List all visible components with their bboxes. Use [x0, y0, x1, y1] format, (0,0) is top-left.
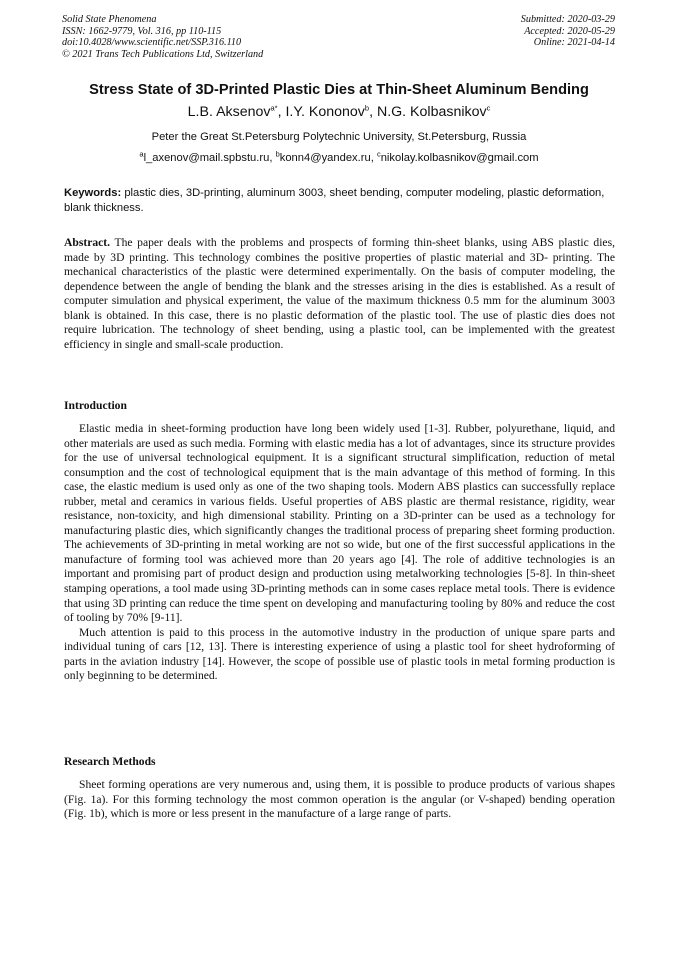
keywords-text: plastic dies, 3D-printing, aluminum 3003, sheet bending, computer modeling, plastic deformation, blank thickness.: [64, 187, 605, 214]
email-sup: b: [275, 149, 280, 159]
author-sup: c: [486, 103, 491, 113]
email-separator: ,: [269, 152, 276, 164]
issn: ISSN: 1662-9779, Vol. 316, pp 110-115: [62, 25, 222, 37]
introduction-heading: Introduction: [64, 399, 127, 412]
abstract: [64, 236, 615, 352]
accepted-date: Accepted: 2020-05-29: [524, 25, 615, 37]
doi[interactable]: doi:10.4028/www.scientific.net/SSP.316.110: [62, 37, 242, 49]
author-sup: a*: [270, 103, 278, 113]
email-link[interactable]: l_axenov@mail.spbstu.ru: [143, 152, 270, 164]
research-methods-section: [64, 778, 615, 822]
submitted-date: Submitted: 2020-03-29: [520, 14, 615, 25]
email-sup: a: [139, 149, 144, 159]
keywords-label: Keywords:: [64, 187, 122, 199]
paragraph: Much attention is paid to this process in the automotive industry in the production of unique spare parts and individual tuning of cars [12, 13]. There is interesting experience of using a plastic tool for sheet hydroforming of parts in the aviation industry [14]. However, the scope of possible use of plastic tools in metal forming production is only beginning to be determined.: [64, 625, 615, 683]
paper-title: Stress State of 3D-Printed Plastic Dies at Thin-Sheet Aluminum Bending: [89, 82, 589, 98]
author-name: N.G. Kolbasnikov: [376, 104, 487, 120]
email-link[interactable]: nikolay.kolbasnikov@gmail.com: [380, 152, 539, 164]
affiliation: Peter the Great St.Petersburg Polytechnic University, St.Petersburg, Russia: [151, 131, 527, 143]
author-separator: ,: [369, 104, 377, 120]
publication-dates: [521, 14, 615, 49]
copyright: © 2021 Trans Tech Publications Ltd, Switzerland: [62, 48, 264, 60]
author-list: [0, 104, 678, 120]
journal-name: Solid State Phenomena: [62, 14, 157, 25]
email-link[interactable]: konn4@yandex.ru: [279, 152, 371, 164]
online-date: Online: 2021-04-14: [533, 37, 615, 49]
author-separator: ,: [277, 104, 286, 120]
email-list: [0, 149, 678, 164]
paragraph: Sheet forming operations are very numerous and, using them, it is possible to produce products of various shapes (Fig. 1a). For this forming technology the most common operation is the angular (or V-shaped) bending operation (Fig. 1b), which is more or less present in the manufacture of a large range of parts.: [64, 778, 615, 821]
journal-info: [62, 14, 263, 60]
abstract-label: Abstract.: [64, 236, 111, 249]
author-name: L.B. Aksenov: [187, 104, 271, 120]
author-sup: b: [364, 103, 370, 113]
email-sup: c: [376, 149, 381, 159]
keywords: [64, 186, 616, 215]
paragraph: Elastic media in sheet-forming production have long been widely used [1-3]. Rubber, polyurethane, liquid, and other materials are used as such media. Forming with elastic media has a lot of advantages, since its structure provides for the use of universal technological equipment. It is a significant structural simplification, reduction of metal consumption and the cost of technological equipment that is the main advantage of this method of forming. In this case, the elastic medium is used only as one of the two shaping tools. Modern ABS plastics can successfully replace rubber, metal and ceramics in various fields. Useful properties of ABS plastic are thermal resistance, rigidity, wear resistance, non-toxicity, and high dimensional stability. Printing on a 3D-printer can be used as a technology for manufacturing plastic dies, which significantly changes the traditional process of preparing sheet forming production. The achievements of 3D-printing in metal working are not so wide, but one of the first successful applications in the manufacture of forming tool was achieved more than 20 years ago [4]. The role of additive technologies is an important and promising part of product design and production using metalworking technologies [5-8]. In thin-sheet stamping operations, a tool made using 3D-printing methods can in some cases replace metal tools. There is evidence that using 3D printing can reduce the time spent on developing and manufacturing tooling by 80% and reduce the cost of tooling by 70% [9-11].: [64, 422, 615, 625]
email-separator: ,: [370, 152, 377, 164]
author-name: I.Y. Kononov: [285, 104, 365, 120]
introduction-section: [64, 422, 615, 684]
research-methods-heading: Research Methods: [64, 755, 156, 768]
abstract-text: The paper deals with the problems and prospects of forming thin-sheet blanks, using ABS plastic dies, made by 3D printing. This technology combines the positive properties of plastic material and 3D- printing. The mechanical characteristics of the plastic were determined experimentally. On the basis of computer modeling, the dependence between the angle of bending the blank and the stresses arising in the dies is established. As a result of computer simulation and physical experiment, the value of the maximum thickness 0.5 mm for the aluminum 3003 blank is obtained. In this case, there is no plastic deformation of the plastic tool. The use of plastic dies does not require lubrication. The technology of sheet bending, using a plastic tool, can be implemented with the greatest efficiency in single and small-scale production.: [64, 236, 615, 351]
